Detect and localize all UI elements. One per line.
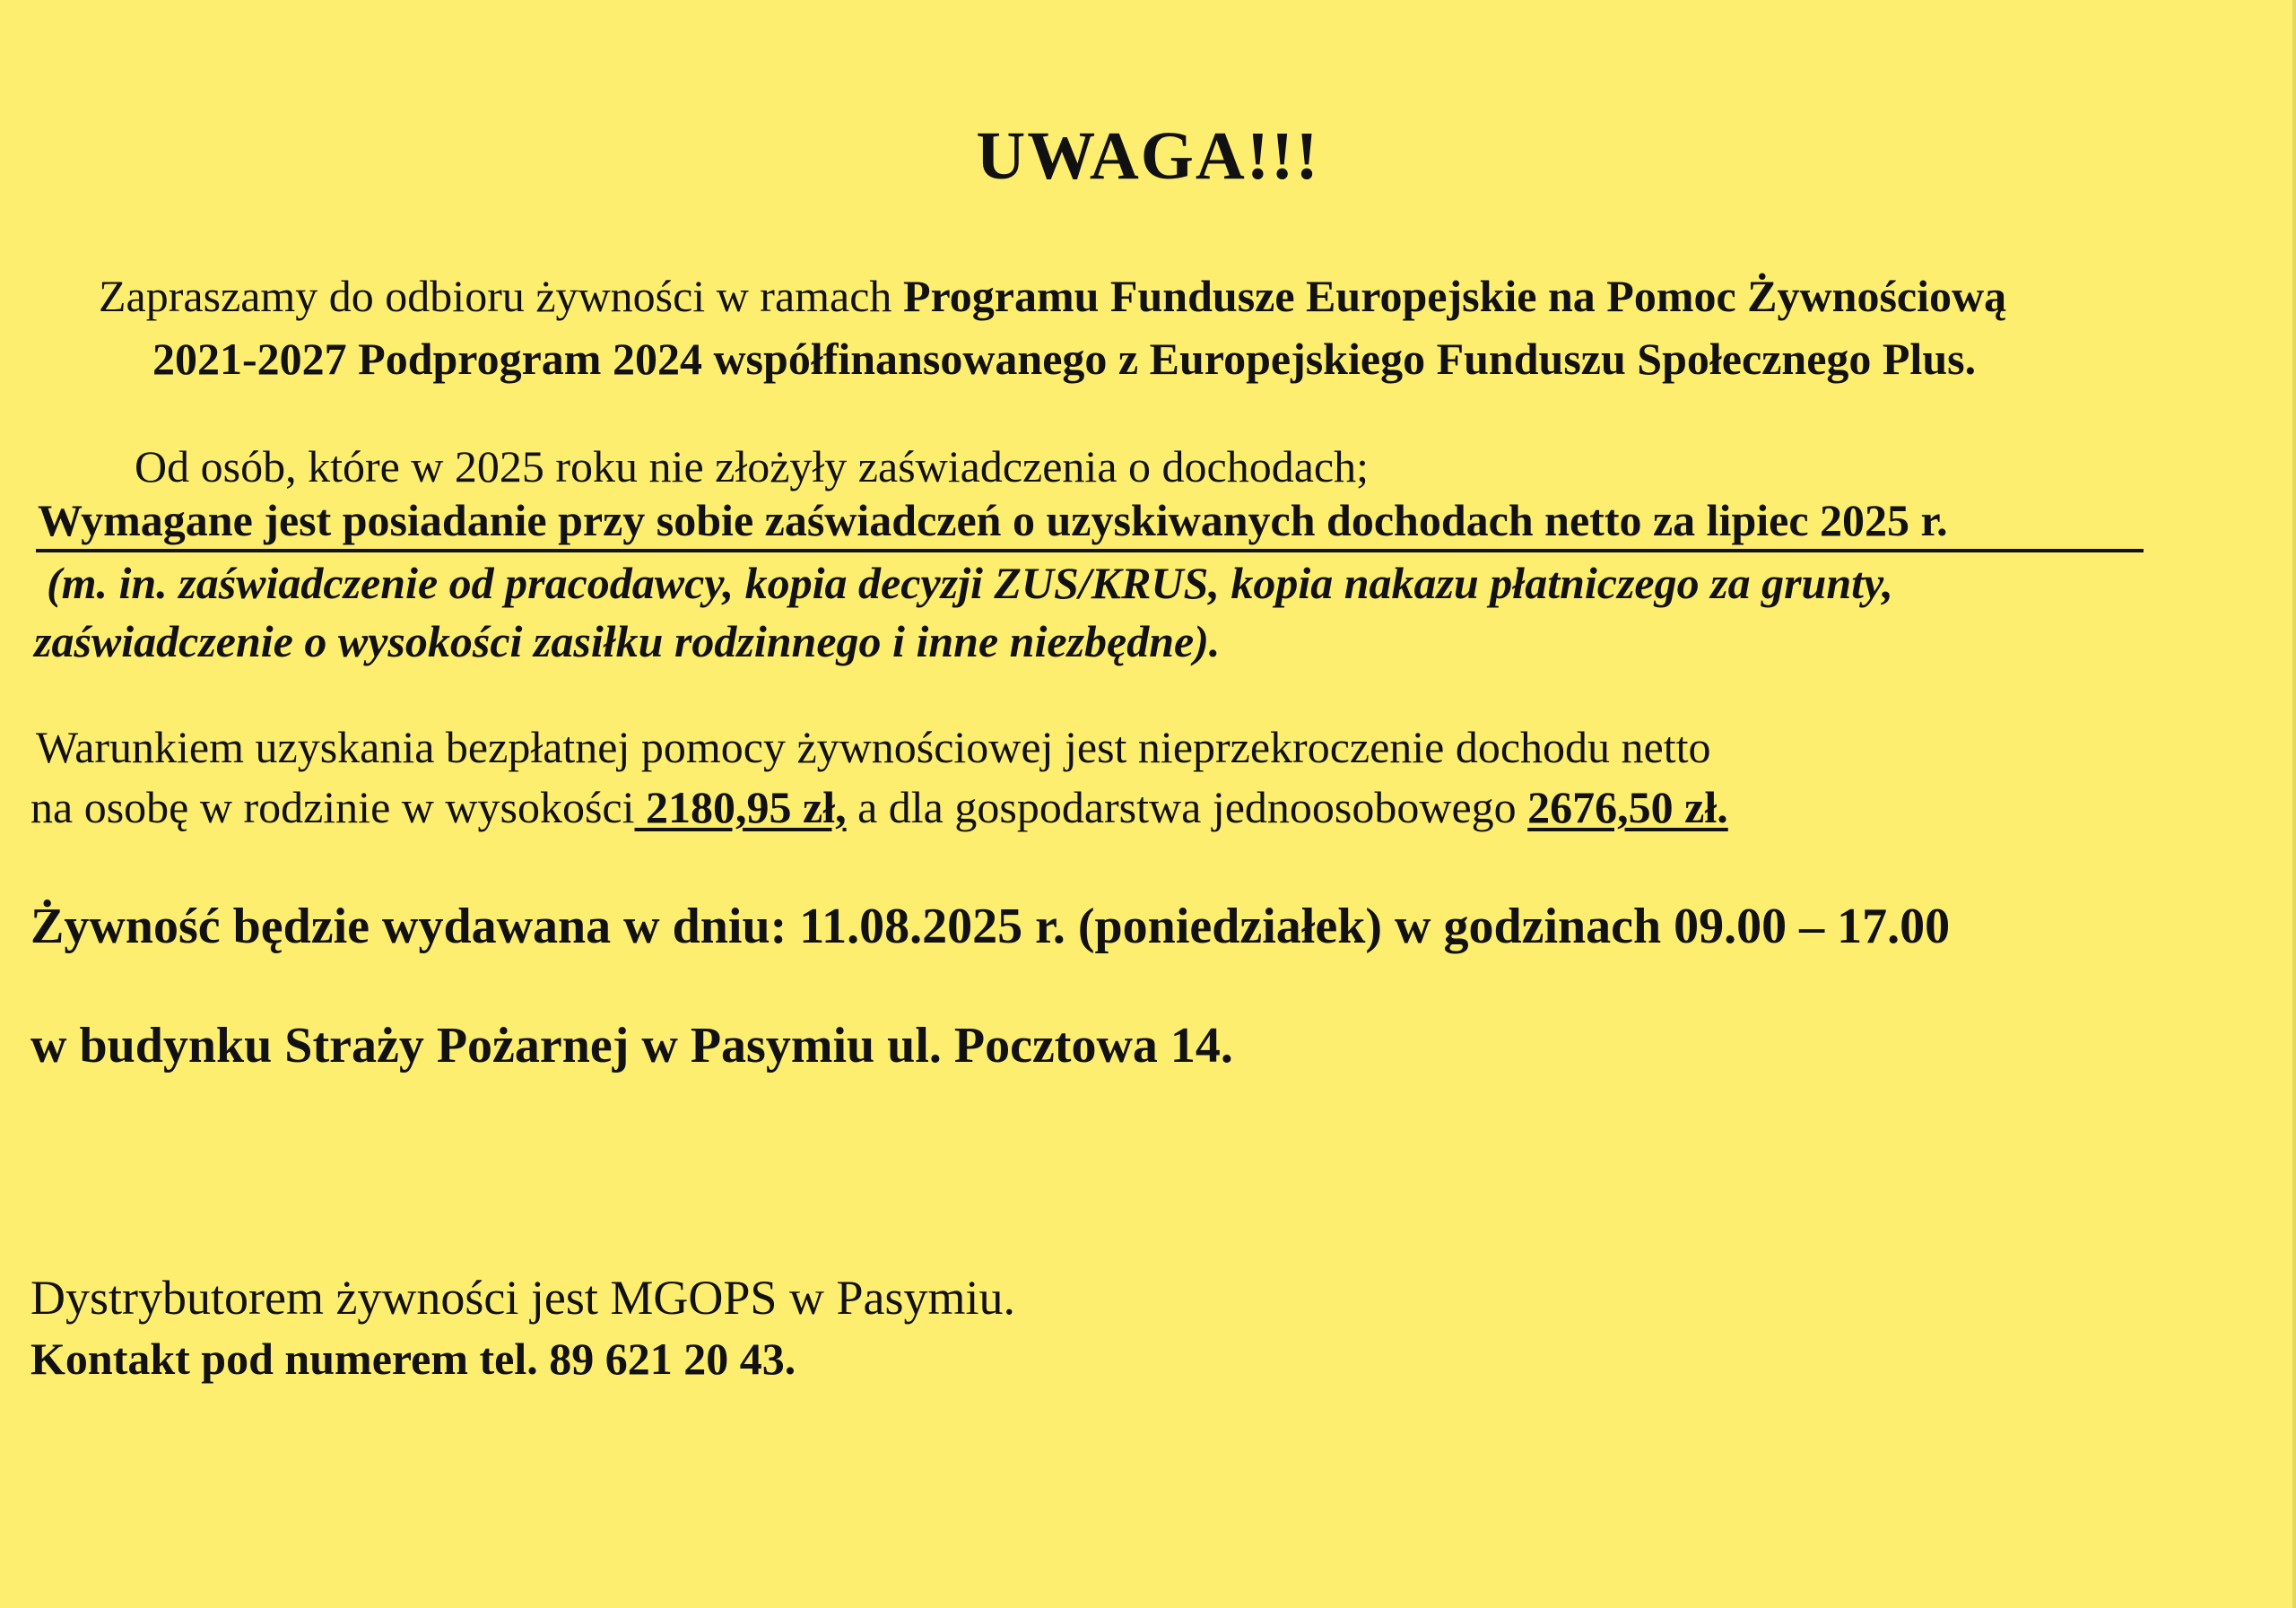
income-condition-lead: na osobę w rodzinie w wysokości [30,782,635,832]
distribution-date: Żywność będzie wydawana w dniu: 11.08.2025 r. (poniedziałek) w godzinach 09.00 – 17.00 [30,899,1951,954]
required-documents: Wymagane jest posiadanie przy sobie zaświadczeń o uzyskiwanych dochodach netto za lipiec 2025 r. [38,495,1948,545]
distribution-place: w budynku Straży Pożarnej w Pasymiu ul. Pocztowa 14. [30,1018,1233,1073]
intro-line-1 [99,271,2007,321]
income-limit-single: 2676,50 zł. [1527,782,1728,832]
income-limit-family: 2180,95 zł, [634,782,847,832]
document-examples-line-1: (m. in. zaświadczenie od pracodawcy, kopia decyzji ZUS/KRUS, kopia nakazu płatniczego za grunty, [47,558,1893,608]
document-examples-line-2: zaświadczenie o wysokości zasiłku rodzinnego i inne niezbędne). [34,616,1221,666]
required-documents-underline [36,549,2144,552]
intro-lead: Zapraszamy do odbioru żywności w ramach [99,271,903,321]
distributor-info: Dystrybutorem żywności jest MGOPS w Pasymiu. [30,1271,1015,1325]
contact-phone: Kontakt pod numerem tel. 89 621 20 43. [30,1334,796,1384]
income-condition-mid: a dla gospodarstwa jednoosobowego [846,782,1528,832]
income-condition-line-2 [30,782,1728,832]
income-condition-line-1: Warunkiem uzyskania bezpłatnej pomocy żywnościowej jest nieprzekroczenie dochodu netto [36,722,1711,772]
scan-edge [2292,0,2296,1608]
program-name-part-2: 2021-2027 Podprogram 2024 współfinansowanego z Europejskiego Funduszu Społecznego Plus. [152,334,1977,384]
notice-title: UWAGA!!! [976,118,1320,194]
program-name-part-1: Programu Fundusze Europejskie na Pomoc Żywnościową [902,271,2007,321]
requirements-intro: Od osób, które w 2025 roku nie złożyły zaświadczenia o dochodach; [135,441,1369,491]
